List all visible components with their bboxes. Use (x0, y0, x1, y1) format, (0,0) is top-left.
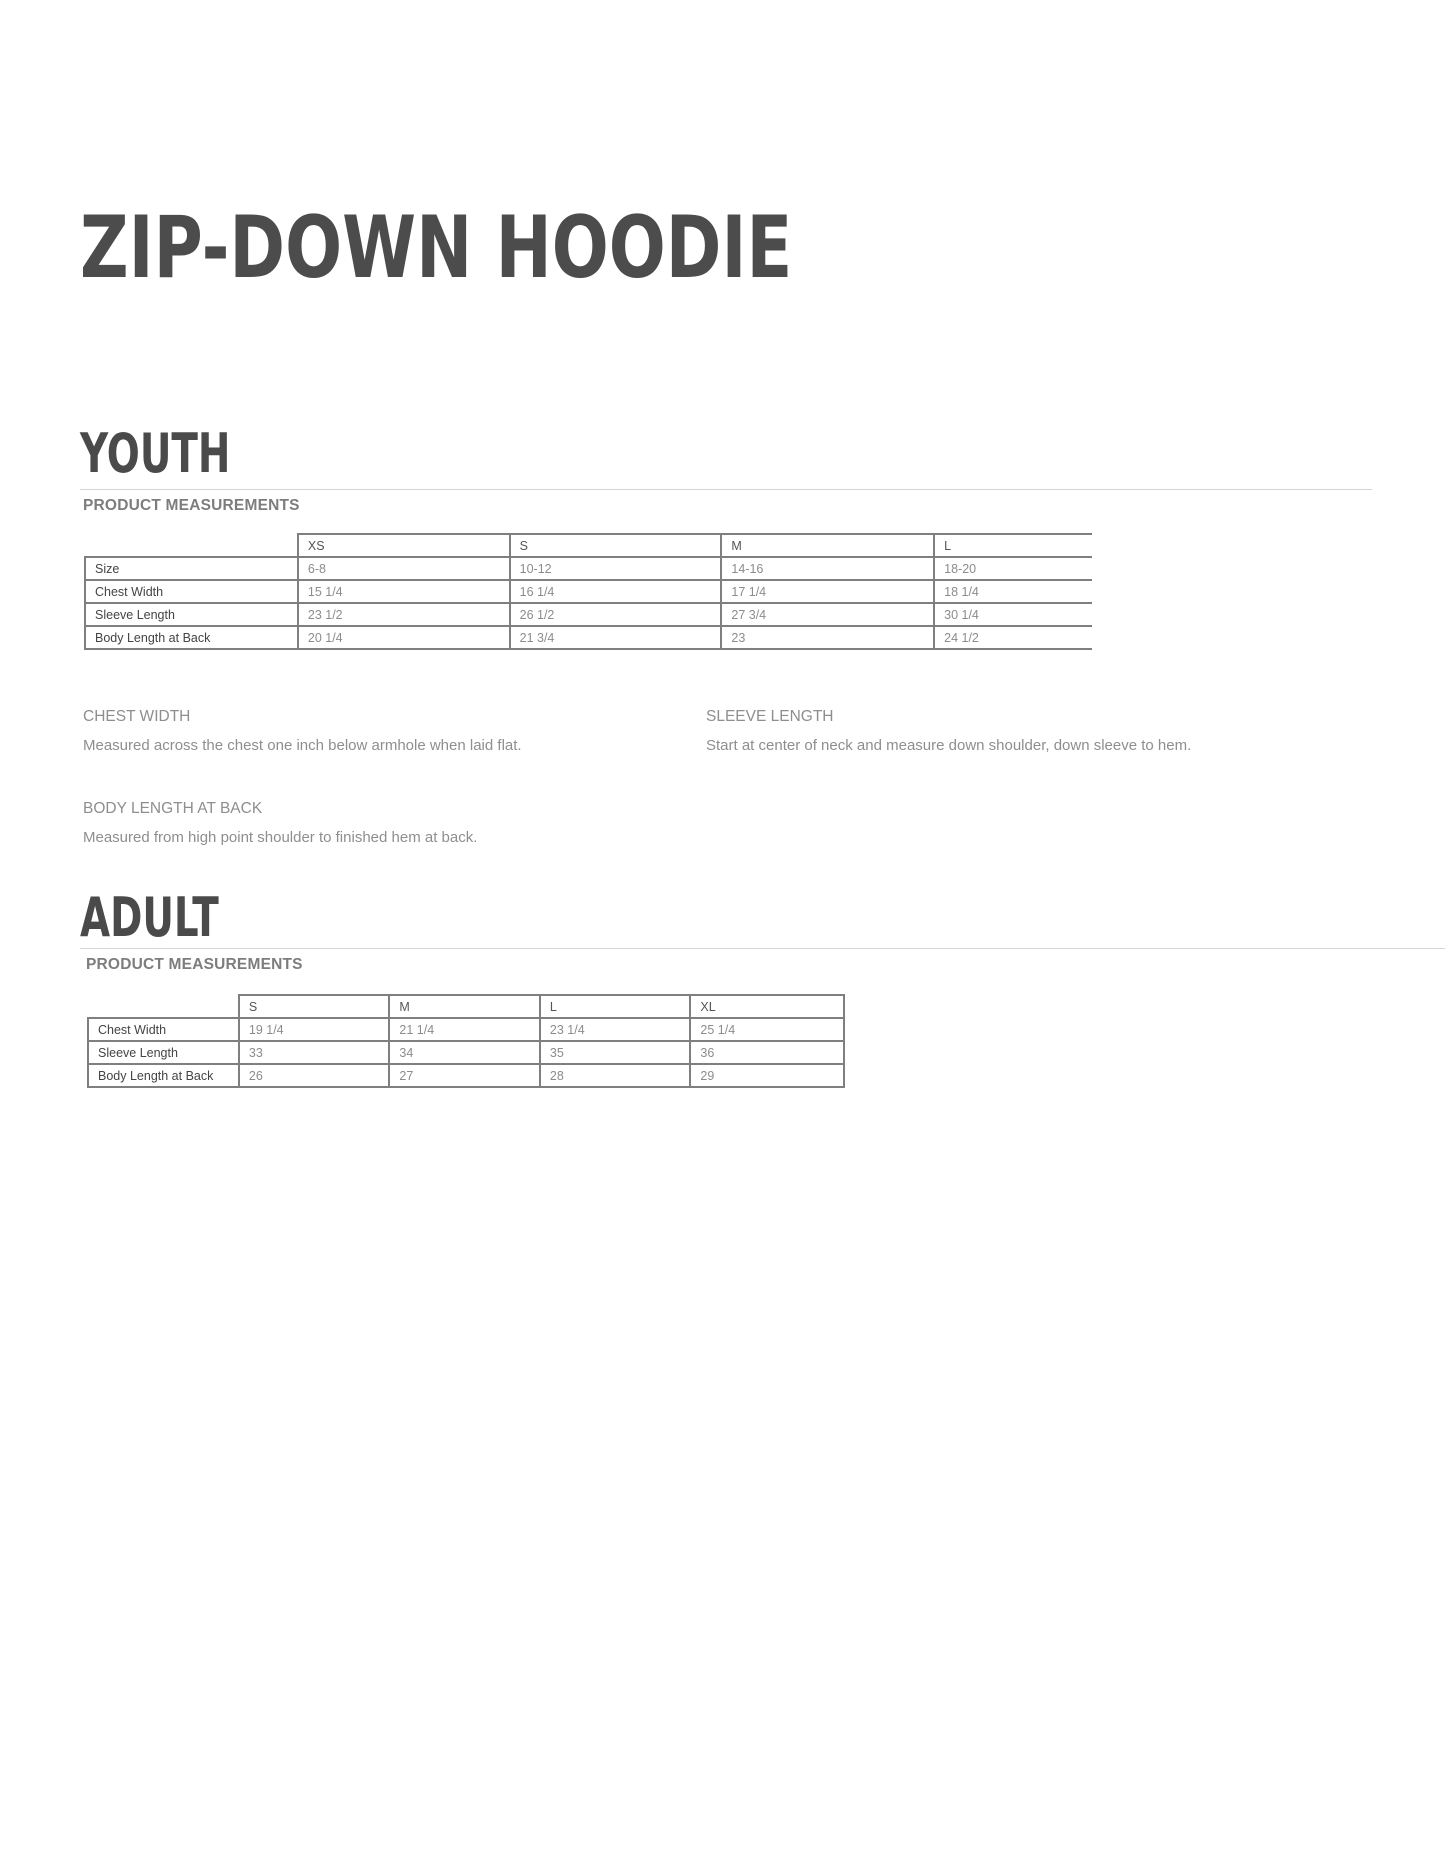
size-header: M (721, 534, 934, 557)
body-length-description: Measured from high point shoulder to finished hem at back. (83, 829, 478, 846)
size-header: S (239, 995, 390, 1018)
table-cell: 21 1/4 (389, 1018, 540, 1041)
size-header: XS (298, 534, 510, 557)
row-label: Chest Width (85, 580, 298, 603)
row-label: Body Length at Back (85, 626, 298, 649)
table-cell: 36 (690, 1041, 844, 1064)
table-row (85, 557, 1092, 580)
youth-divider (80, 489, 1372, 490)
table-cell: 26 1/2 (510, 603, 722, 626)
table-cell: 29 (690, 1064, 844, 1087)
chest-width-description: Measured across the chest one inch below armhole when laid flat. (83, 737, 522, 754)
size-header: L (540, 995, 691, 1018)
table-cell: 28 (540, 1064, 691, 1087)
table-cell: 6-8 (298, 557, 510, 580)
table-cell: 10-12 (510, 557, 722, 580)
sleeve-length-description: Start at center of neck and measure down shoulder, down sleeve to hem. (706, 737, 1192, 754)
page-title: ZIP-DOWN HOODIE (80, 198, 793, 298)
adult-heading: ADULT (80, 886, 219, 949)
table-row (85, 580, 1092, 603)
table-cell: 18 1/4 (934, 580, 1092, 603)
table-cell: 24 1/2 (934, 626, 1092, 649)
table-cell: 23 1/2 (298, 603, 510, 626)
table-corner (88, 995, 239, 1018)
table-cell: 27 (389, 1064, 540, 1087)
table-cell: 35 (540, 1041, 691, 1064)
adult-measurements-table (87, 994, 845, 1088)
table-header-row (85, 534, 1092, 557)
table-cell: 14-16 (721, 557, 934, 580)
table-cell: 17 1/4 (721, 580, 934, 603)
table-cell: 27 3/4 (721, 603, 934, 626)
body-length-title: BODY LENGTH AT BACK (83, 800, 263, 817)
chest-width-title: CHEST WIDTH (83, 708, 191, 725)
row-label: Sleeve Length (85, 603, 298, 626)
table-corner (85, 534, 298, 557)
table-cell: 19 1/4 (239, 1018, 390, 1041)
youth-measurements-table (84, 533, 1092, 650)
adult-measurements-label: PRODUCT MEASUREMENTS (86, 956, 303, 973)
table-cell: 18-20 (934, 557, 1092, 580)
table-row (88, 1018, 844, 1041)
table-cell: 30 1/4 (934, 603, 1092, 626)
row-label: Sleeve Length (88, 1041, 239, 1064)
table-cell: 26 (239, 1064, 390, 1087)
row-label: Body Length at Back (88, 1064, 239, 1087)
adult-divider (80, 948, 1445, 949)
table-cell: 15 1/4 (298, 580, 510, 603)
table-row (88, 1064, 844, 1087)
youth-measurements-label: PRODUCT MEASUREMENTS (83, 497, 300, 514)
row-label: Chest Width (88, 1018, 239, 1041)
table-cell: 25 1/4 (690, 1018, 844, 1041)
table-cell: 33 (239, 1041, 390, 1064)
sleeve-length-title: SLEEVE LENGTH (706, 708, 834, 725)
table-cell: 21 3/4 (510, 626, 722, 649)
table-row (85, 603, 1092, 626)
table-row (85, 626, 1092, 649)
table-cell: 23 (721, 626, 934, 649)
youth-heading: YOUTH (80, 422, 231, 485)
size-header: S (510, 534, 722, 557)
table-cell: 16 1/4 (510, 580, 722, 603)
size-header: L (934, 534, 1092, 557)
row-label: Size (85, 557, 298, 580)
size-header: M (389, 995, 540, 1018)
table-cell: 23 1/4 (540, 1018, 691, 1041)
size-header: XL (690, 995, 844, 1018)
table-row (88, 1041, 844, 1064)
table-header-row (88, 995, 844, 1018)
table-cell: 34 (389, 1041, 540, 1064)
table-cell: 20 1/4 (298, 626, 510, 649)
